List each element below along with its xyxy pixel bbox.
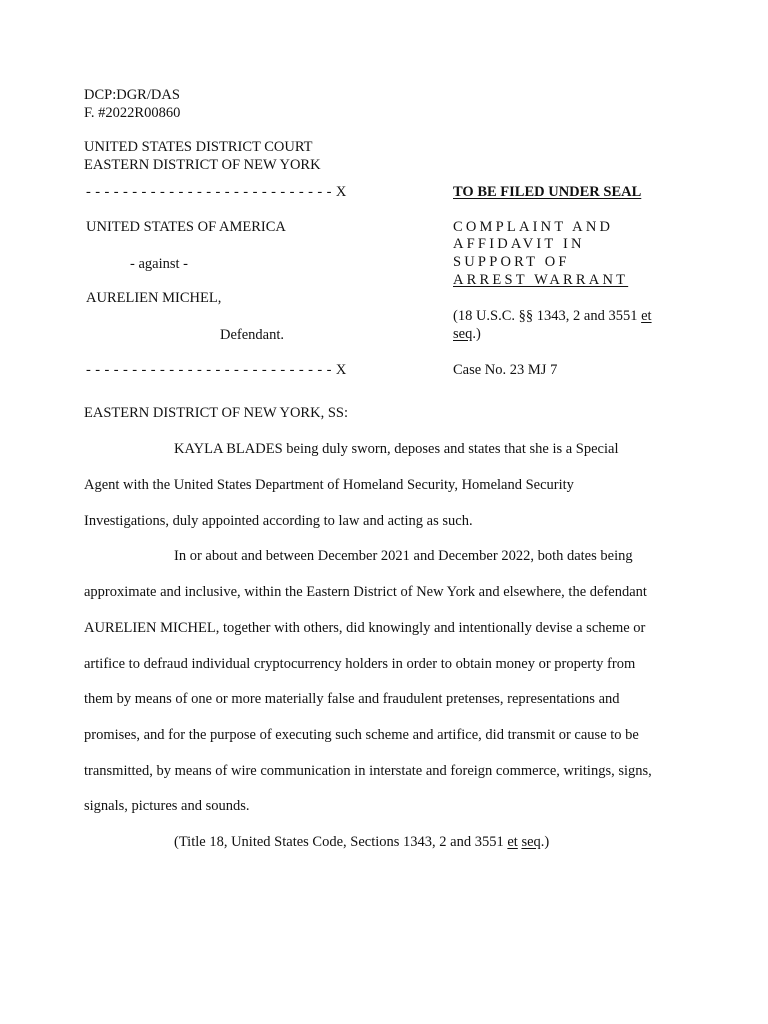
defendant-name: AURELIEN MICHEL, bbox=[86, 290, 222, 306]
document-title-line-2: AFFIDAVIT IN bbox=[453, 236, 585, 252]
document-title-line-1: COMPLAINT AND bbox=[453, 219, 614, 235]
statute-citation-line-2 bbox=[453, 327, 481, 342]
statute-citation-line-1 bbox=[453, 309, 652, 324]
caption-divider-bottom: - - - - - - - - - - - - - - - - - - - - - - - - - - - X bbox=[86, 362, 347, 378]
court-district: EASTERN DISTRICT OF NEW YORK bbox=[84, 157, 321, 173]
plaintiff-name: UNITED STATES OF AMERICA bbox=[86, 219, 286, 235]
body-line: Investigations, duly appointed according to law and acting as such. bbox=[84, 513, 473, 529]
statute-close: .) bbox=[472, 326, 481, 342]
case-number: Case No. 23 MJ 7 bbox=[453, 362, 558, 378]
statute-citation-text: (18 U.S.C. §§ 1343, 2 and 3551 bbox=[453, 308, 642, 324]
defendant-label: Defendant. bbox=[220, 327, 285, 343]
file-ref-number: F. #2022R00860 bbox=[84, 105, 181, 121]
court-name: UNITED STATES DISTRICT COURT bbox=[84, 139, 313, 155]
against-label: - against - bbox=[130, 256, 188, 272]
statute-seq: seq bbox=[453, 326, 473, 342]
body-line: transmitted, by means of wire communication in interstate and foreign commerce, writings, signs, bbox=[84, 763, 652, 779]
body-line: signals, pictures and sounds. bbox=[84, 798, 250, 814]
statute-et: et bbox=[641, 308, 652, 324]
file-ref-initials: DCP:DGR/DAS bbox=[84, 87, 180, 103]
body-line: KAYLA BLADES being duly sworn, deposes and states that she is a Special bbox=[174, 441, 619, 457]
body-line: artifice to defraud individual cryptocurrency holders in order to obtain money or property from bbox=[84, 656, 636, 672]
venue-line: EASTERN DISTRICT OF NEW YORK, SS: bbox=[84, 405, 348, 421]
document-title-line-3: SUPPORT OF bbox=[453, 254, 570, 270]
citation-et: et bbox=[507, 834, 518, 850]
body-line: promises, and for the purpose of executing such scheme and artifice, did transmit or cause to be bbox=[84, 727, 639, 743]
document-title-line-4: ARREST WARRANT bbox=[453, 272, 629, 288]
body-line: Agent with the United States Department of Homeland Security, Homeland Security bbox=[84, 477, 574, 493]
seal-notice: TO BE FILED UNDER SEAL bbox=[453, 184, 642, 200]
caption-divider-top: - - - - - - - - - - - - - - - - - - - - - - - - - - - X bbox=[86, 184, 347, 200]
title-citation bbox=[174, 835, 549, 850]
citation-close: .) bbox=[540, 834, 550, 850]
body-line: them by means of one or more materially false and fraudulent pretenses, representations and bbox=[84, 691, 620, 707]
body-line: In or about and between December 2021 and December 2022, both dates being bbox=[174, 548, 633, 564]
body-line: approximate and inclusive, within the Eastern District of New York and elsewhere, the defendant bbox=[84, 584, 647, 600]
citation-seq: seq bbox=[521, 834, 541, 850]
body-line: AURELIEN MICHEL, together with others, did knowingly and intentionally devise a scheme or bbox=[84, 620, 646, 636]
title-citation-text: (Title 18, United States Code, Sections 1343, 2 and 3551 bbox=[174, 834, 508, 850]
